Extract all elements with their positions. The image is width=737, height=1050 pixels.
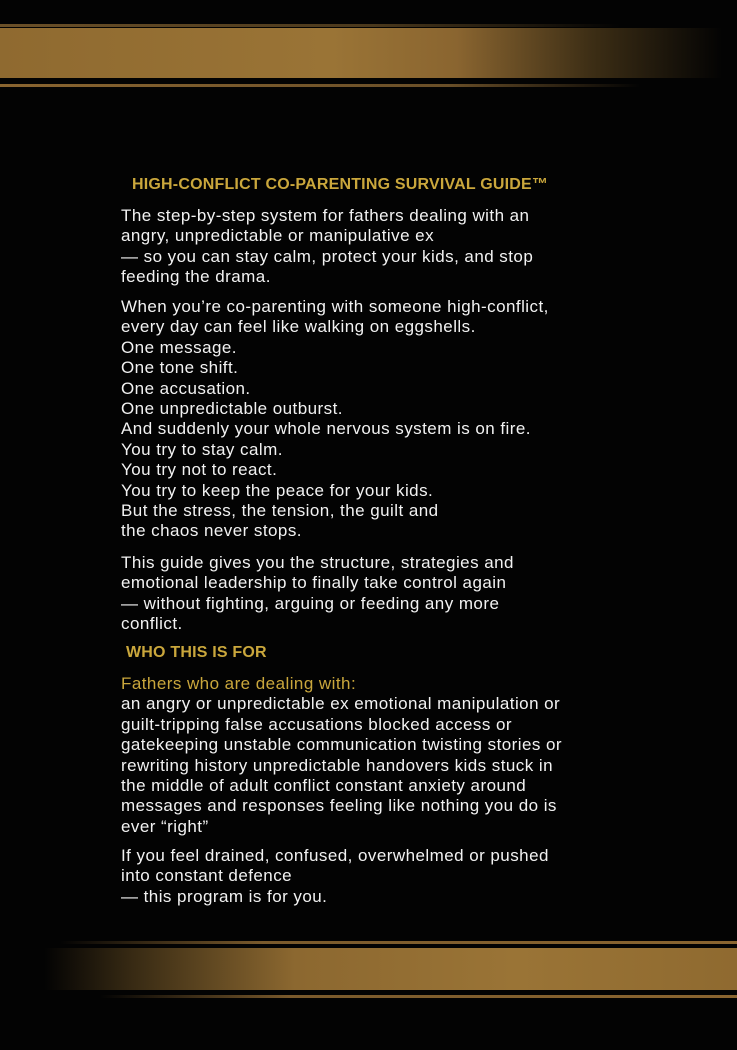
problem-paragraph	[121, 297, 549, 542]
closing-paragraph	[121, 846, 549, 907]
text-line: When you’re co-parenting with someone high-conflict,	[121, 297, 549, 316]
text-line: One accusation.	[121, 378, 251, 398]
text-line: emotional leadership to finally take control again	[121, 573, 507, 593]
text-line: an angry or unpredictable ex emotional manipulation or	[121, 694, 561, 714]
intro-paragraph	[121, 206, 533, 288]
text-line: The step-by-step system for fathers dealing with an	[121, 206, 530, 225]
text-line: angry, unpredictable or manipulative ex	[121, 226, 435, 246]
text-line: — so you can stay calm, protect your kids, and stop	[121, 246, 534, 266]
text-line: messages and responses feeling like nothing you do is	[121, 796, 557, 816]
page-title: HIGH-CONFLICT CO-PARENTING SURVIVAL GUIDE™	[132, 176, 549, 193]
text-line: One unpredictable outburst.	[121, 399, 343, 419]
text-line: You try to keep the peace for your kids.	[121, 480, 434, 500]
text-line: feeding the drama.	[121, 267, 271, 287]
brush-stroke-decoration	[60, 941, 737, 944]
text-line: into constant defence	[121, 866, 293, 886]
text-line: the chaos never stops.	[121, 521, 302, 541]
text-line: — without fighting, arguing or feeding any more	[121, 593, 500, 613]
text-line: This guide gives you the structure, strategies and	[121, 553, 514, 572]
text-line: conflict.	[121, 614, 183, 634]
text-line: every day can feel like walking on eggshells.	[121, 317, 476, 337]
brush-stroke-top	[0, 28, 737, 78]
text-line: One message.	[121, 337, 237, 357]
text-line: the middle of adult conflict constant anxiety around	[121, 776, 527, 796]
section-heading-who: WHO THIS IS FOR	[126, 644, 267, 661]
text-line: gatekeeping unstable communication twisting stories or	[121, 735, 563, 755]
solution-paragraph	[121, 553, 514, 635]
text-line: One tone shift.	[121, 358, 239, 378]
text-line: guilt-tripping false accusations blocked access or	[121, 714, 513, 734]
brush-stroke-decoration	[0, 24, 620, 27]
brush-stroke-decoration	[100, 995, 737, 998]
who-paragraph	[121, 674, 562, 837]
text-line: And suddenly your whole nervous system is on fire.	[121, 419, 531, 439]
text-line: You try to stay calm.	[121, 439, 283, 459]
text-line: You try not to react.	[121, 460, 278, 480]
text-line: ever “right”	[121, 816, 209, 836]
brush-stroke-decoration	[0, 84, 640, 87]
text-line: But the stress, the tension, the guilt and	[121, 501, 439, 521]
who-intro: Fathers who are dealing with:	[121, 674, 357, 693]
text-line: — this program is for you.	[121, 886, 328, 906]
text-line: If you feel drained, confused, overwhelmed or pushed	[121, 846, 549, 865]
brush-stroke-bottom	[0, 948, 737, 990]
text-line: rewriting history unpredictable handovers kids stuck in	[121, 755, 554, 775]
